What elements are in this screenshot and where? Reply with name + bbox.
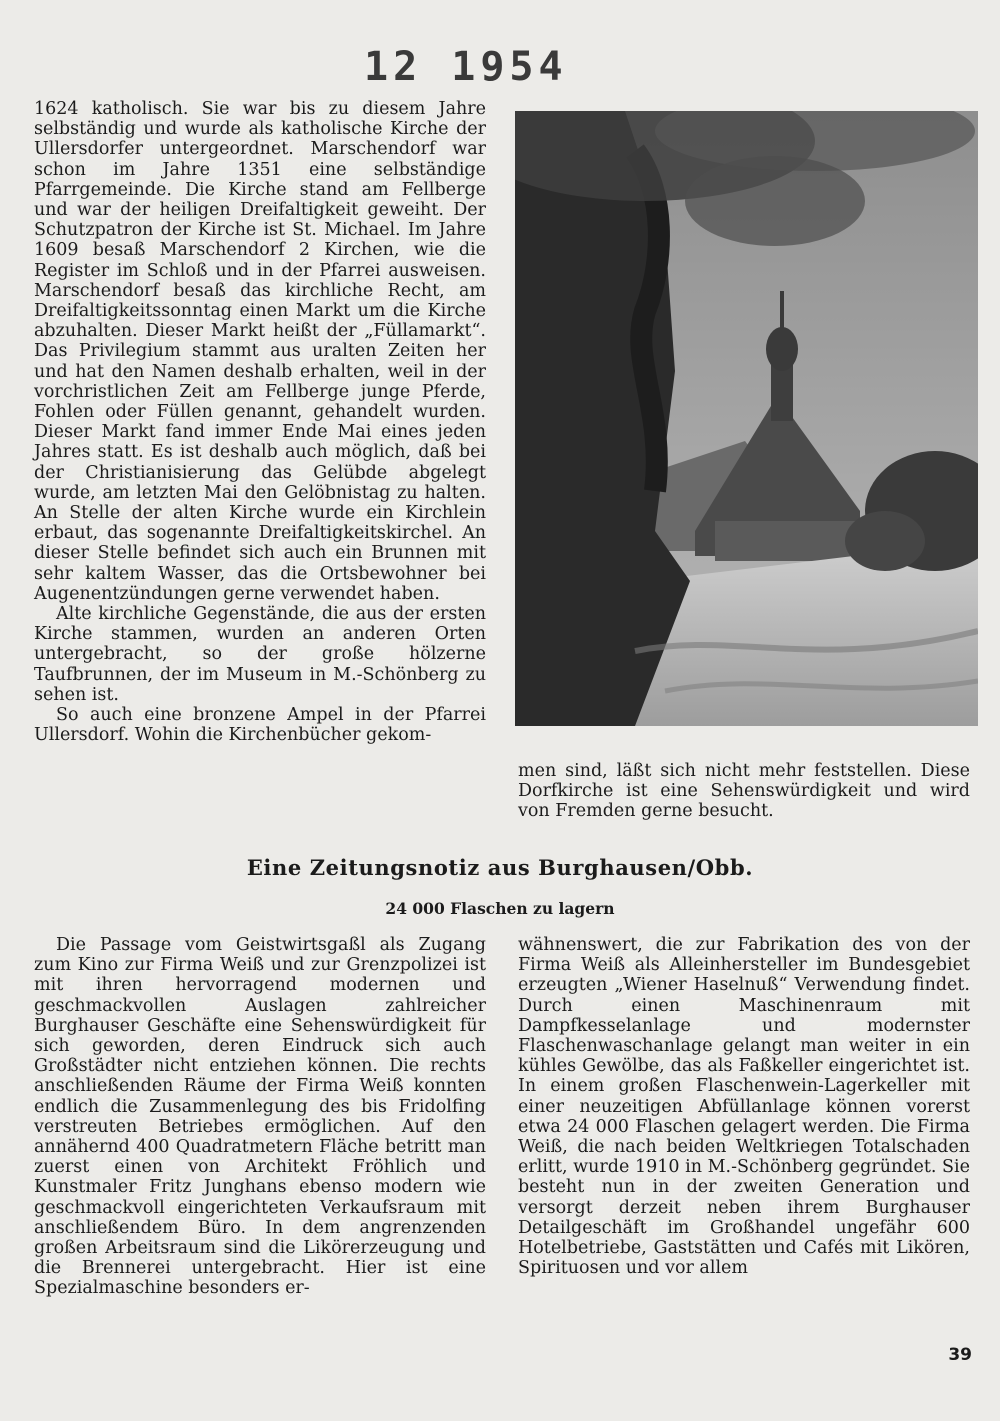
page-number: 39 (948, 1345, 972, 1365)
bottom-article-left-column (34, 935, 486, 1299)
paragraph: wähnenswert, die zur Fabrikation des von der Firma Weiß als Alleinhersteller im Bundesgebiet erzeugten „Wiener Haselnuß“ Verwendung findet. Durch einen Maschinenraum mit Dampfkesselanlage und modernster Flaschenwaschanlage gelangt man weiter in ein kühles Gewölbe, das als Faßkeller eingerichtet ist. In einem großen Flaschenwein-Lagerkeller mit einer neuzeitigen Abfüllanlage können vorerst etwa 24 000 Flaschen gelagert werden. Die Firma Weiß, die nach beiden Weltkriegen Totalschaden erlitt, wurde 1910 in M.-Schönberg gegründet. Sie besteht nun in der zweiten Generation und versorgt derzeit neben ihrem Burghauser Detailgeschäft im Großhandel ungefähr 600 Hotelbetriebe, Gaststätten und Cafés mit Likören, Spirituosen und vor allem (518, 935, 970, 1279)
paragraph: Die Passage vom Geistwirtsgaßl als Zugang zum Kino zur Firma Weiß und zur Grenzpolizei ist mit ihren hervorragend modernen und geschmackvollen Auslagen zahlreicher Burghauser Geschäfte eine Sehenswürdigkeit für sich geworden, deren Eindruck sich auch Großstädter nicht entziehen können. Die rechts anschließenden Räume der Firma Weiß konnten endlich die Zusammenlegung des bis Fridolfing verstreuten Betriebes ermöglichen. Auf den annähernd 400 Quadratmetern Fläche betritt man zuerst einen von Architekt Fröhlich und Kunstmaler Fritz Junghans ebenso modern wie geschmackvoll eingerichteten Verkaufsraum mit anschließendem Büro. In dem angrenzenden großen Arbeitsraum sind die Likörerzeugung und die Brennerei untergebracht. Hier ist eine Spezialmaschine besonders er- (34, 935, 486, 1299)
top-article-right-column (518, 761, 970, 822)
paragraph: men sind, läßt sich nicht mehr feststellen. Diese Dorfkirche ist eine Sehenswürdigkeit und wird von Fremden gerne besucht. (518, 761, 970, 822)
paragraph: 1624 katholisch. Sie war bis zu diesem Jahre selbständig und wurde als katholische Kirche der Ullersdorfer untergeordnet. Marschendorf war schon im Jahre 1351 eine selbständige Pfarrgemeinde. Die Kirche stand am Fellberge und war der heiligen Dreifaltigkeit geweiht. Der Schutzpatron der Kirche ist St. Michael. Im Jahre 1609 besaß Marschendorf 2 Kirchen, wie die Register im Schloß und in der Pfarrei ausweisen. Marschendorf besaß das kirchliche Recht, am Dreifaltigkeitssonntag einen Markt um die Kirche abzuhalten. Dieser Markt heißt der „Füllamarkt“. Das Privilegium stammt aus uralten Zeiten her und hat den Namen deshalb erhalten, weil in der vorchristlichen Zeit am Fellberge junge Pferde, Fohlen oder Füllen genannt, gehandelt wurden. Dieser Markt fand immer Ende Mai eines jeden Jahres statt. Es ist deshalb auch möglich, daß bei der Christianisierung das Gelübde abgelegt wurde, am letzten Mai den Gelöbnistag zu halten. An Stelle der alten Kirche wurde ein Kirchlein erbaut, das sogenannte Dreifaltigkeitskirchel. An dieser Stelle befindet sich auch ein Brunnen mit sehr kaltem Wasser, das die Ortsbewohner bei Augenentzündungen gerne verwendet haben. (34, 99, 486, 604)
date-stamp: 12 1954 (364, 44, 568, 90)
article-subheadline: 24 000 Flaschen zu lagern (385, 899, 615, 918)
paragraph: Alte kirchliche Gegenstände, die aus der ersten Kirche stammen, wurden an anderen Orten untergebracht, so der große hölzerne Taufbrunnen, der im Museum in M.-Schönberg zu sehen ist. (34, 604, 486, 705)
paragraph: So auch eine bronzene Ampel in der Pfarrei Ullersdorf. Wohin die Kirchenbücher gekom- (34, 705, 486, 746)
article-headline: Eine Zeitungsnotiz aus Burghausen/Obb. (246, 855, 754, 880)
bottom-article-right-column (518, 935, 970, 1278)
village-church-photo (515, 111, 978, 726)
top-article-left-column (34, 99, 486, 746)
